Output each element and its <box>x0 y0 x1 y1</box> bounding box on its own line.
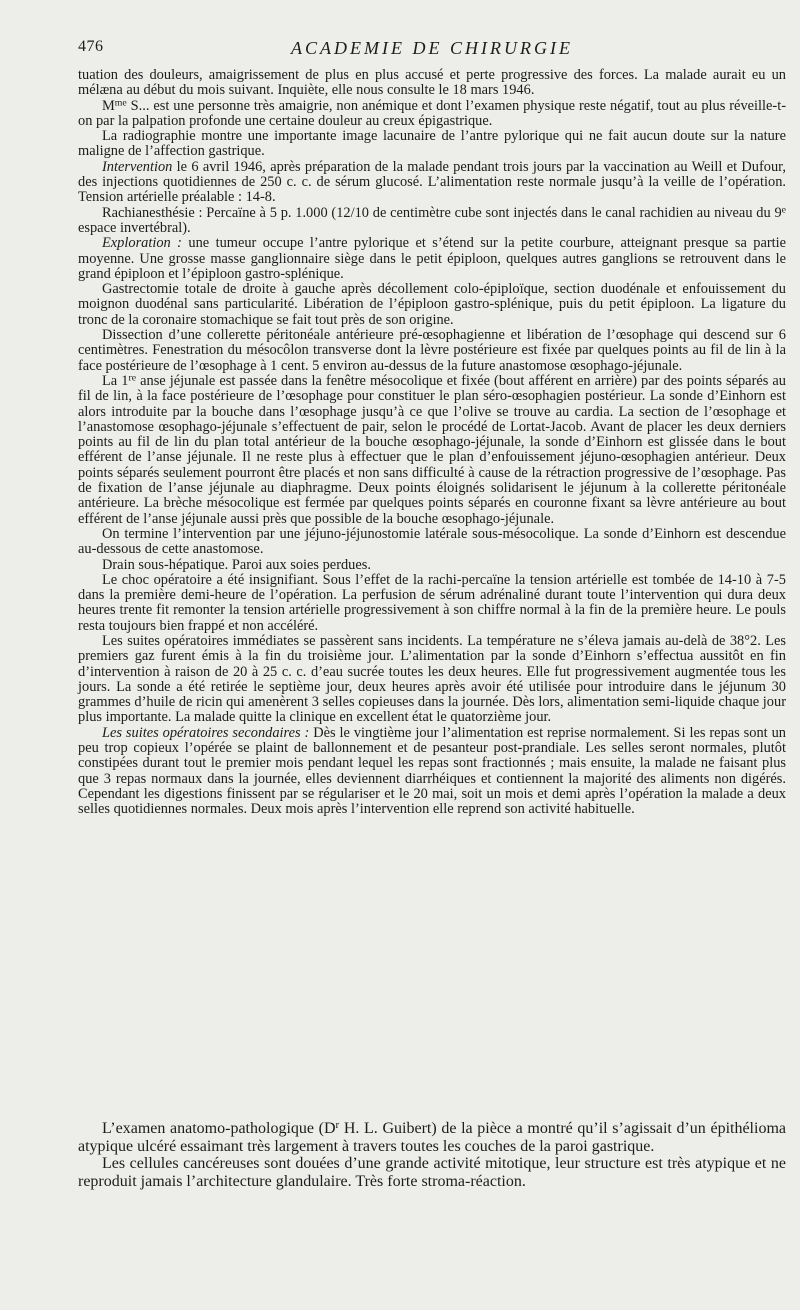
paragraph-anatomo-pathologique: L’examen anatomo-pathologique ($D^r$ H. L. Guibert) de la pièce a montré qu’il s’agissait d’un épithélioma atypique ulcéré essaimant très largement à travers toutes les couches de la paroi gastrique. <box>78 1119 786 1155</box>
paragraph-drain: Drain sous-hépatique. Paroi aux soies perdues. <box>102 556 371 573</box>
paragraph-rachianesthesie: Rachianesthésie : Percaïne à 5 p. 1.000 (12/10 de centimètre cube sont injectés dans le canal rachidien au niveau du 9e espace invertébral). <box>78 204 786 236</box>
paragraph-choc: Le choc opératoire a été insignifiant. Sous l’effet de la rachi-percaïne la tension artérielle est tombée de 14-10 à 7-5 dans la première demi-heure de l’opération. La perfusion de sérum adrénaliné durant toute l’intervention qui dura deux heures trente fit remonter la tension artérielle progressivement à son chiffre normal à la fin de la première heure. Le pouls resta toujours bien frappé et non accéléré. <box>78 571 786 634</box>
paragraph-intervention: Intervention le 6 avril 1946, après préparation de la malade pendant trois jours par la vaccination au Weill et Dufour, des injections quotidiennes de 250 c. c. de sérum glucosé. L’alimentation reste normale jusqu’à la veille de l’opération. Tension artérielle préalable : 14-8. <box>78 158 786 206</box>
paragraph-suites-immediates: Les suites opératoires immédiates se passèrent sans incidents. La température ne s’éleva jamais au-delà de 38°2. Les premiers gaz furent émis à la fin du troisième jour. L’alimentation par la sonde d’Einhorn s’effectua aussitôt en fin d’intervention à raison de 20 à 25 c. c. d’eau sucrée toutes les deux heures. Elle fut progressivement augmentée tous les jours. La sonde a été retirée le septième jour, deux heures après avoir été utilisée pour introduire dans le jéjunum 30 grammes d’huile de ricin qui amenèrent 3 selles copieuses dans la journée. Dès lors, alimentation semi-liquide chaque jour plus importante. La malade quitte la clinique en excellent état le quatorzième jour. <box>78 632 786 726</box>
paragraph-2: $M^{me}$ S... est une personne très amaigrie, non anémique et dont l’examen physique reste négatif, tout au plus réveille-t-on par la palpation profonde une certaine douleur au creux épigastrique. <box>78 97 786 129</box>
paragraph-lead: Exploration : <box>102 235 182 252</box>
paragraph-3: La radiographie montre une importante image lacunaire de l’antre pylorique qui ne fait aucun doute sur la nature maligne de l’affection gastrique. <box>78 128 786 160</box>
paragraph-1: tuation des douleurs, amaigrissement de plus en plus accusé et perte progressive des forces. La malade aurait eu un mélæna au début du mois suivant. Inquiète, elle nous consulte le 18 mars 1946. <box>78 67 786 99</box>
paragraph-lead: Intervention <box>102 158 173 175</box>
report-body <box>78 68 786 818</box>
paragraph-gastrectomie: Gastrectomie totale de droite à gauche après décollement colo-épiploïque, section duodénale et enfouissement du moignon duodénal sans particularité. Libération de l’épiploon gastro-splénique, puis du petit épiploon. La ligature du tronc de la coronaire stomachique se fait tout près de son origine. <box>78 281 786 328</box>
paragraph-jejunostomie: On termine l’intervention par une jéjuno-jéjunostomie latérale sous-mésocolique. La sonde d’Einhorn est descendue au-dessous de cette anastomose. <box>78 525 786 558</box>
paragraph-exploration: Exploration : une tumeur occupe l’antre pylorique et s’étend sur la petite courbure, atteignant presque sa partie moyenne. Une grosse masse ganglionnaire siège dans le petit épiploon, quelques autres ganglions se retrouvent dans le grand épiploon et l’épiploon gastro-splénique. <box>78 235 787 282</box>
paragraph-dissection: Dissection d’une collerette péritonéale antérieure pré-œsophagienne et libération de l’œsophage qui descend sur 6 centimètres. Fenestration du mésocôlon transverse dont la lèvre postérieure est fixée par quelques points au fil de lin à la face postérieure de l’œsophage à 1 cent. 5 environ au-dessus de la future anastomose œsophago-jéjunale. <box>78 327 786 374</box>
paragraph-suites-secondaires: Les suites opératoires secondaires : Dès le vingtième jour l’alimentation est reprise normalement. Si les repas sont un peu trop copieux l’opérée se plaint de ballonnement et de pesanteur post-prandiale. Les selles seront normales, plutôt constipées durant tout le premier mois pendant lequel les repas sont fractionnés ; mais ensuite, la malade ne faisant plus que 3 repas normaux dans la journée, elles deviennent diarrhéiques et contiennent la majorité des aliments non digérés. Cependant les digestions finissent par se régulariser et le 20 mai, soit un mois et demi après l’opération la malade a deux selles quotidiennes normales. Deux mois après l’intervention elle reprend son activité habituelle. <box>78 724 786 818</box>
page-header <box>78 38 786 60</box>
running-title: ACADEMIE DE CHIRURGIE <box>291 38 573 58</box>
page-number: 476 <box>78 38 104 55</box>
paragraph-cellules: Les cellules cancéreuses sont douées d’une grande activité mitotique, leur structure est très atypique et ne reproduit jamais l’architecture glandulaire. Très forte stroma-réaction. <box>78 1155 786 1190</box>
pathology-section <box>78 1120 786 1190</box>
paragraph-anse-jejunale: La 1re anse jéjunale est passée dans la fenêtre mésocolique et fixée (bout afférent en arrière) par des points séparés au fil de lin, à la face postérieure de l’œsophage pour constituer le plan séro-œsophagien postérieur. La sonde d’Einhorn est alors introduite par la bouche dans l’œsophage jusqu’à ce que l’olive se trouve au cardia. La section de l’œsophage et l’anastomose œsophago-jéjunale s’effectuent de pair, selon le procédé de Lortat-Jacob. Avant de placer les deux derniers points au fil de lin du plan total antérieur de la bouche œsophago-jéjunale, la sonde d’Einhorn est glissée dans le bout efférent de l’anse jéjunale. Il ne reste plus à effectuer que le plan d’enfouissement jéjuno-œsophagien antérieur. Deux points séparés seulement pourront être placés et non sans difficulté à cause de la rétraction progressive de l’œsophage. Pas de fixation de l’anse jéjunale au diaphragme. Deux points éloignés solidarisent le jéjunum à la collerette péritonéale antérieure. La brèche mésocolique est fermée par quelques points séparés en couronne fixant sa lèvre antérieure au bout efférent de l’anse jéjunale aussi près que possible de la bouche œsophago-jéjunale. <box>78 372 786 527</box>
paragraph-lead: Les suites opératoires secondaires : <box>102 724 310 741</box>
